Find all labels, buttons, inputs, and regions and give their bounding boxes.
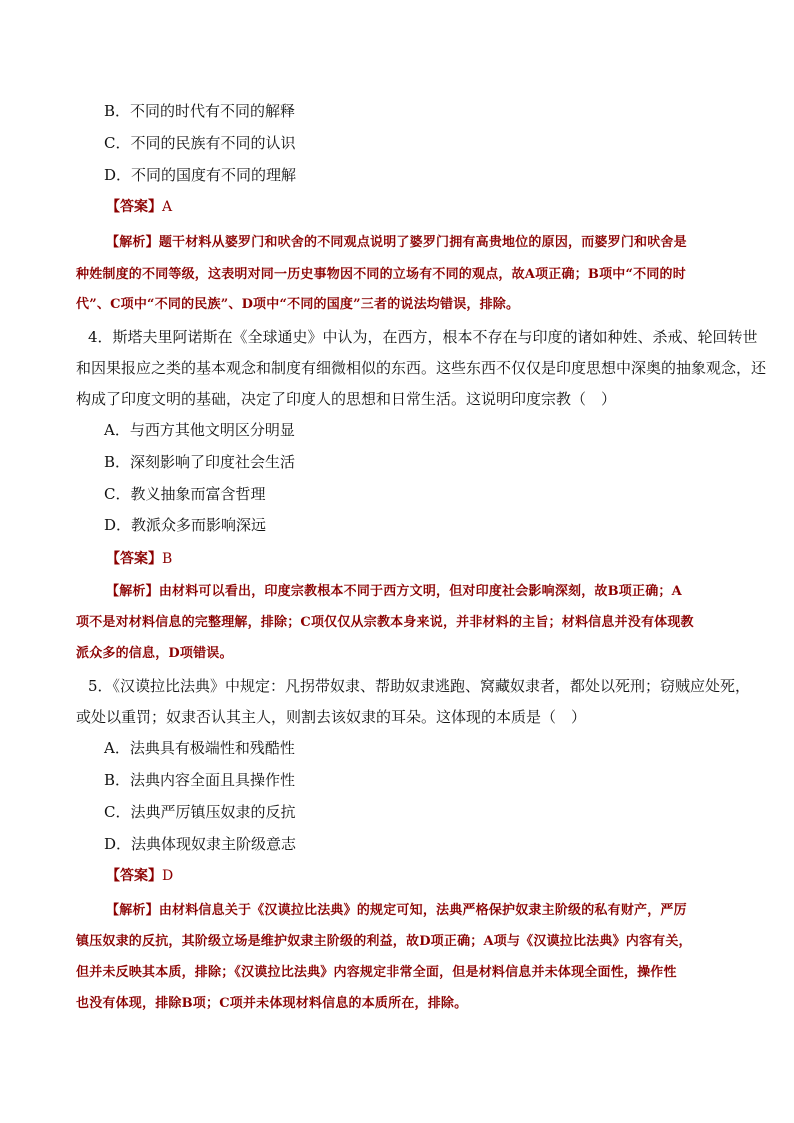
q5-option-d: D．法典体现奴隶主阶级意志 bbox=[104, 835, 297, 853]
q3-analysis-text-1: 题干材料从婆罗门和吠舍的不同观点说明了婆罗门拥有高贵地位的原因，而婆罗门和吠舍是 bbox=[158, 235, 687, 250]
q4-stem-line-1: 4．斯塔夫里阿诺斯在《全球通史》中认为，在西方，根本不存在与印度的诸如种姓、杀戒、轮回转世 bbox=[88, 328, 758, 346]
q4-analysis-line-3: 派众多的信息，D项错误。 bbox=[76, 646, 233, 661]
q4-analysis-label: 【解析】 bbox=[106, 584, 159, 599]
q4-analysis-line-2: 项不是对材料信息的完整理解，排除；C项仅仅从宗教本身来说，并非材料的主旨；材料信息并没有体现教 bbox=[76, 615, 694, 630]
q5-answer bbox=[106, 869, 173, 883]
q5-analysis-line-4: 也没有体现，排除B项；C项并未体现材料信息的本质所在，排除。 bbox=[76, 996, 468, 1011]
q4-option-c: C．教义抽象而富含哲理 bbox=[104, 485, 266, 503]
q5-answer-label: 【答案】 bbox=[106, 868, 162, 884]
q5-option-a: A．法典具有极端性和残酷性 bbox=[104, 739, 295, 757]
q4-stem-line-3: 构成了印度文明的基础，决定了印度人的思想和日常生活。这说明印度宗教（ ） bbox=[76, 390, 617, 408]
q5-analysis-line-2: 镇压奴隶的反抗，其阶级立场是维护奴隶主阶级的利益，故D项正确；A项与《汉谟拉比法典》内容有关， bbox=[76, 934, 692, 949]
q5-analysis-text-1: 由材料信息关于《汉谟拉比法典》的规定可知，法典严格保护奴隶主阶级的私有财产，严厉 bbox=[158, 903, 687, 918]
q3-answer-label: 【答案】 bbox=[106, 199, 162, 215]
q3-analysis-label: 【解析】 bbox=[106, 235, 159, 250]
q4-answer-label: 【答案】 bbox=[106, 551, 162, 567]
q5-stem-line-1: 5．《汉谟拉比法典》中规定：凡拐带奴隶、帮助奴隶逃跑、窝藏奴隶者，都处以死刑；窃贼应处死， bbox=[88, 677, 751, 695]
q3-answer bbox=[106, 200, 172, 214]
q4-option-a: A．与西方其他文明区分明显 bbox=[104, 421, 295, 439]
q4-option-b: B．深刻影响了印度社会生活 bbox=[104, 453, 296, 471]
q3-option-b: B．不同的时代有不同的解释 bbox=[104, 102, 296, 120]
q3-analysis-line-1 bbox=[106, 236, 687, 249]
q3-option-c: C．不同的民族有不同的认识 bbox=[104, 134, 296, 152]
q4-answer-value: B bbox=[162, 551, 173, 567]
q5-option-b: B．法典内容全面且具操作性 bbox=[104, 771, 296, 789]
q5-analysis-label: 【解析】 bbox=[106, 903, 159, 918]
q3-analysis-line-2: 种姓制度的不同等级，这表明对同一历史事物因不同的立场有不同的观点，故A项正确；B项中“不同的时 bbox=[76, 267, 686, 282]
q5-analysis-line-1 bbox=[106, 904, 687, 917]
q5-option-c: C．法典严厉镇压奴隶的反抗 bbox=[104, 803, 296, 821]
q5-stem-line-2: 或处以重罚；奴隶否认其主人，则割去该奴隶的耳朵。这体现的本质是（ ） bbox=[76, 708, 587, 726]
q4-analysis-text-1: 由材料可以看出，印度宗教根本不同于西方文明，但对印度社会影响深刻，故B项正确；A bbox=[158, 584, 682, 599]
q3-analysis-line-3: 代”、C项中“不同的民族”、D项中“不同的国度”三者的说法均错误，排除。 bbox=[76, 297, 520, 312]
q4-answer bbox=[106, 552, 172, 566]
q4-option-d: D．教派众多而影响深远 bbox=[104, 516, 267, 534]
q4-stem-line-2: 和因果报应之类的基本观念和制度有细微相似的东西。这些东西不仅仅是印度思想中深奥的抽象观念，还 bbox=[76, 359, 767, 377]
q5-analysis-line-3: 但并未反映其本质，排除；《汉谟拉比法典》内容规定非常全面，但是材料信息并未体现全面性，操作性 bbox=[76, 965, 677, 980]
q5-answer-value: D bbox=[162, 868, 174, 884]
q3-option-d: D．不同的国度有不同的理解 bbox=[104, 166, 297, 184]
q3-answer-value: A bbox=[162, 199, 173, 215]
q4-analysis-line-1 bbox=[106, 585, 682, 598]
